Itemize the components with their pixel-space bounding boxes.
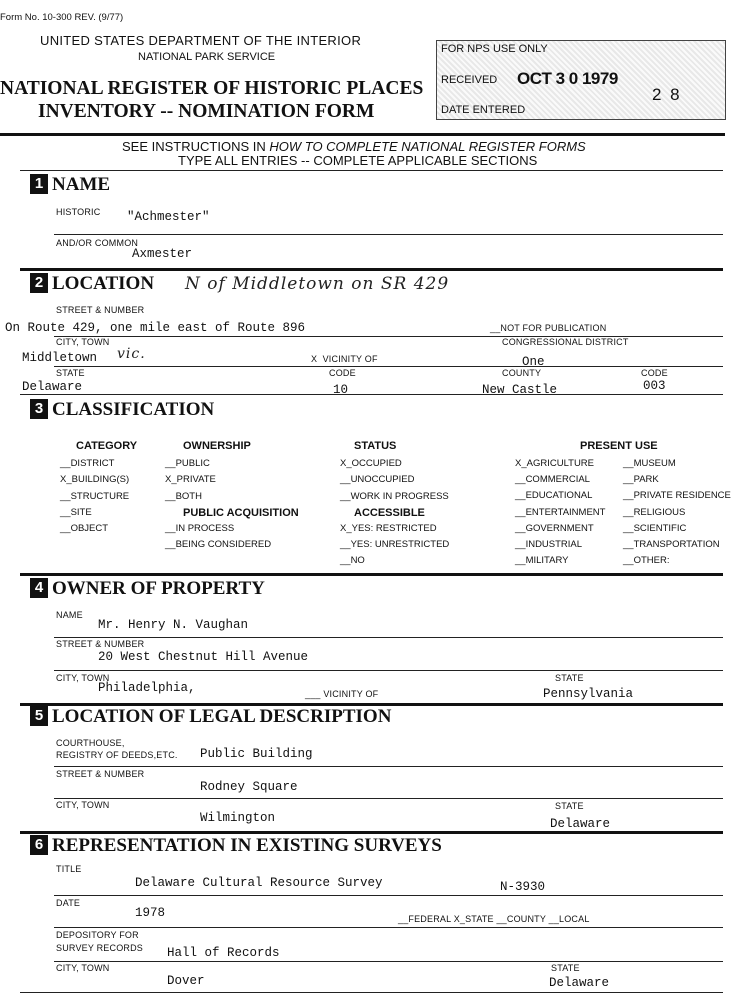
- section-number: 6: [30, 835, 48, 855]
- owner-street-label: STREET & NUMBER: [56, 639, 145, 649]
- divider: [54, 927, 723, 928]
- divider: [20, 992, 723, 993]
- category-item: __SITE: [60, 506, 92, 518]
- depository-state-label: STATE: [551, 963, 580, 973]
- handwritten-location-note: N of Middletown on SR 429: [185, 274, 450, 294]
- department-name: UNITED STATES DEPARTMENT OF THE INTERIOR: [40, 33, 362, 48]
- courthouse-label: COURTHOUSE,: [56, 738, 125, 748]
- present-use-item: __INDUSTRIAL: [515, 539, 583, 551]
- vicinity-checkbox: [311, 354, 378, 364]
- state-code-label: CODE: [329, 368, 356, 378]
- header-divider: [0, 133, 725, 136]
- divider: [54, 670, 723, 671]
- category-column: [60, 438, 137, 537]
- present-use-item: X_AGRICULTURE: [515, 458, 595, 469]
- present-use-item: __SCIENTIFIC: [623, 522, 687, 534]
- street-label: STREET & NUMBER: [56, 305, 145, 315]
- owner-city: Philadelphia,: [98, 681, 196, 695]
- depository-name: Hall of Records: [167, 946, 280, 960]
- nps-use-box: [436, 40, 726, 120]
- section-number: 2: [30, 273, 48, 293]
- instructions-reference: HOW TO COMPLETE NATIONAL REGISTER FORMS: [269, 139, 586, 154]
- section-2-heading: [30, 273, 154, 295]
- registry-label: REGISTRY OF DEEDS,ETC.: [56, 750, 178, 760]
- present-use-item: __RELIGIOUS: [623, 506, 686, 518]
- historic-name: "Achmester": [127, 210, 210, 224]
- divider: [54, 234, 723, 235]
- present-use-item: __GOVERNMENT: [515, 522, 594, 534]
- survey-date: 1978: [135, 906, 166, 920]
- depository-label: DEPOSITORY FOR: [56, 930, 139, 940]
- city-label: CITY, TOWN: [56, 337, 110, 347]
- owner-vicinity-label: ___ VICINITY OF: [305, 689, 379, 699]
- status-item: __WORK IN PROGRESS: [340, 490, 449, 502]
- present-use-column-1: [515, 456, 605, 569]
- present-use-item: __PARK: [623, 474, 659, 486]
- public-acquisition-heading: PUBLIC ACQUISITION: [183, 506, 299, 519]
- survey-records-label: SURVEY RECORDS: [56, 943, 143, 953]
- depository-city-label: CITY, TOWN: [56, 963, 110, 973]
- status-item: __UNOCCUPIED: [340, 474, 415, 486]
- present-use-item: __MILITARY: [515, 555, 569, 567]
- owner-state: Pennsylvania: [543, 687, 634, 701]
- section-divider: [20, 831, 723, 834]
- status-item: X_OCCUPIED: [340, 458, 402, 470]
- state-code: 10: [333, 383, 349, 397]
- legal-city: Wilmington: [200, 811, 276, 825]
- section-number: 1: [30, 174, 48, 194]
- acquisition-item: __BEING CONSIDERED: [165, 539, 272, 551]
- section-title: LOCATION: [52, 273, 155, 294]
- status-column: [340, 438, 449, 570]
- legal-state: Delaware: [550, 817, 611, 831]
- depository-city: Dover: [167, 974, 205, 988]
- ownership-item: __BOTH: [165, 490, 202, 502]
- category-item: __OBJECT: [60, 523, 109, 535]
- status-heading: STATUS: [354, 440, 397, 452]
- survey-date-label: DATE: [56, 898, 81, 908]
- county-code-label: CODE: [641, 368, 668, 378]
- received-stamp: OCT 3 0 1979: [517, 69, 618, 88]
- divider: [54, 766, 723, 767]
- present-use-item: __OTHER:: [623, 555, 670, 567]
- common-name: Axmester: [132, 247, 193, 261]
- category-item: __STRUCTURE: [60, 490, 130, 502]
- stamp-number: 2 8: [652, 85, 682, 104]
- acquisition-item: __IN PROCESS: [165, 523, 235, 535]
- present-use-item: __COMMERCIAL: [515, 474, 590, 486]
- ownership-item: __PUBLIC: [165, 458, 210, 470]
- form-subtitle: INVENTORY -- NOMINATION FORM: [38, 101, 375, 122]
- section-4-heading: [30, 578, 265, 600]
- present-use-item: __EDUCATIONAL: [515, 490, 593, 502]
- present-use-heading: PRESENT USE: [580, 440, 658, 452]
- ownership-item: X_PRIVATE: [165, 474, 216, 486]
- date-entered-label: DATE ENTERED: [441, 104, 526, 116]
- instructions-line-1: [122, 139, 586, 154]
- divider: [54, 637, 723, 638]
- received-label: RECEIVED: [441, 74, 498, 86]
- survey-title: Delaware Cultural Resource Survey: [135, 876, 383, 890]
- survey-title-label: TITLE: [56, 864, 82, 874]
- divider: [20, 170, 723, 171]
- section-title: NAME: [52, 174, 111, 195]
- section-title: CLASSIFICATION: [52, 399, 215, 420]
- present-use-item: __TRANSPORTATION: [623, 539, 720, 551]
- instructions-line-2: TYPE ALL ENTRIES -- COMPLETE APPLICABLE SECTIONS: [178, 153, 538, 168]
- county-name: New Castle: [482, 383, 558, 397]
- form-title: NATIONAL REGISTER OF HISTORIC PLACES: [0, 78, 424, 99]
- owner-city-label: CITY, TOWN: [56, 673, 110, 683]
- present-use-item: __ENTERTAINMENT: [515, 506, 606, 518]
- divider: [54, 366, 723, 367]
- congressional-district-label: CONGRESSIONAL DISTRICT: [502, 337, 629, 347]
- courthouse-name: Public Building: [200, 747, 313, 761]
- common-name-label: AND/OR COMMON: [56, 238, 139, 248]
- vicinity-label: VICINITY OF: [322, 354, 378, 364]
- section-3-heading: [30, 399, 214, 421]
- congressional-district: One: [522, 355, 545, 369]
- county-code: 003: [643, 379, 666, 393]
- divider: [20, 394, 723, 395]
- section-number: 3: [30, 399, 48, 419]
- legal-street: Rodney Square: [200, 780, 298, 794]
- vicinity-mark: X: [311, 354, 318, 364]
- category-heading: CATEGORY: [76, 440, 138, 452]
- survey-number: N-3930: [500, 880, 546, 894]
- legal-street-label: STREET & NUMBER: [56, 769, 145, 779]
- section-1-heading: [30, 174, 110, 196]
- nps-use-only-label: FOR NPS USE ONLY: [441, 43, 548, 55]
- owner-name: Mr. Henry N. Vaughan: [98, 618, 249, 632]
- accessible-item: __YES: UNRESTRICTED: [340, 539, 450, 551]
- accessible-item: X_YES: RESTRICTED: [340, 523, 437, 535]
- state-label: STATE: [56, 368, 85, 378]
- section-title: LOCATION OF LEGAL DESCRIPTION: [52, 706, 392, 727]
- section-divider: [20, 268, 723, 271]
- section-title: REPRESENTATION IN EXISTING SURVEYS: [52, 835, 442, 856]
- section-5-heading: [30, 706, 391, 728]
- divider: [54, 798, 723, 799]
- handwritten-vicinity: vic.: [117, 346, 146, 362]
- present-use-item: __MUSEUM: [623, 458, 676, 469]
- legal-city-label: CITY, TOWN: [56, 800, 110, 810]
- section-title: OWNER OF PROPERTY: [52, 578, 265, 599]
- divider: [54, 961, 723, 962]
- ownership-heading: OWNERSHIP: [183, 440, 251, 452]
- section-divider: [20, 573, 723, 576]
- street-address: On Route 429, one mile east of Route 896: [5, 321, 306, 335]
- owner-state-label: STATE: [555, 673, 584, 683]
- owner-name-label: NAME: [56, 610, 83, 620]
- owner-street: 20 West Chestnut Hill Avenue: [98, 650, 309, 664]
- section-number: 4: [30, 578, 48, 598]
- category-item: X_BUILDING(S): [60, 474, 130, 486]
- not-for-publication: __NOT FOR PUBLICATION: [490, 323, 607, 333]
- accessible-heading: ACCESSIBLE: [354, 506, 425, 519]
- present-use-column-2: [623, 456, 731, 569]
- divider: [54, 895, 723, 896]
- section-number: 5: [30, 706, 48, 726]
- depository-state: Delaware: [549, 976, 610, 990]
- present-use-item: __PRIVATE RESIDENCE: [623, 490, 731, 502]
- legal-state-label: STATE: [555, 801, 584, 811]
- city-name: Middletown: [22, 351, 98, 365]
- instructions-text: SEE INSTRUCTIONS IN: [122, 139, 270, 154]
- survey-levels: __FEDERAL X_STATE __COUNTY __LOCAL: [398, 914, 590, 924]
- county-label: COUNTY: [502, 368, 542, 378]
- form-number: Form No. 10-300 REV. (9/77): [0, 12, 124, 23]
- section-6-heading: [30, 835, 442, 857]
- ownership-column: [165, 438, 299, 553]
- state-name: Delaware: [22, 380, 83, 394]
- historic-label: HISTORIC: [56, 207, 101, 217]
- service-name: NATIONAL PARK SERVICE: [138, 51, 276, 63]
- category-item: __DISTRICT: [60, 458, 115, 470]
- accessible-item: __NO: [340, 555, 365, 567]
